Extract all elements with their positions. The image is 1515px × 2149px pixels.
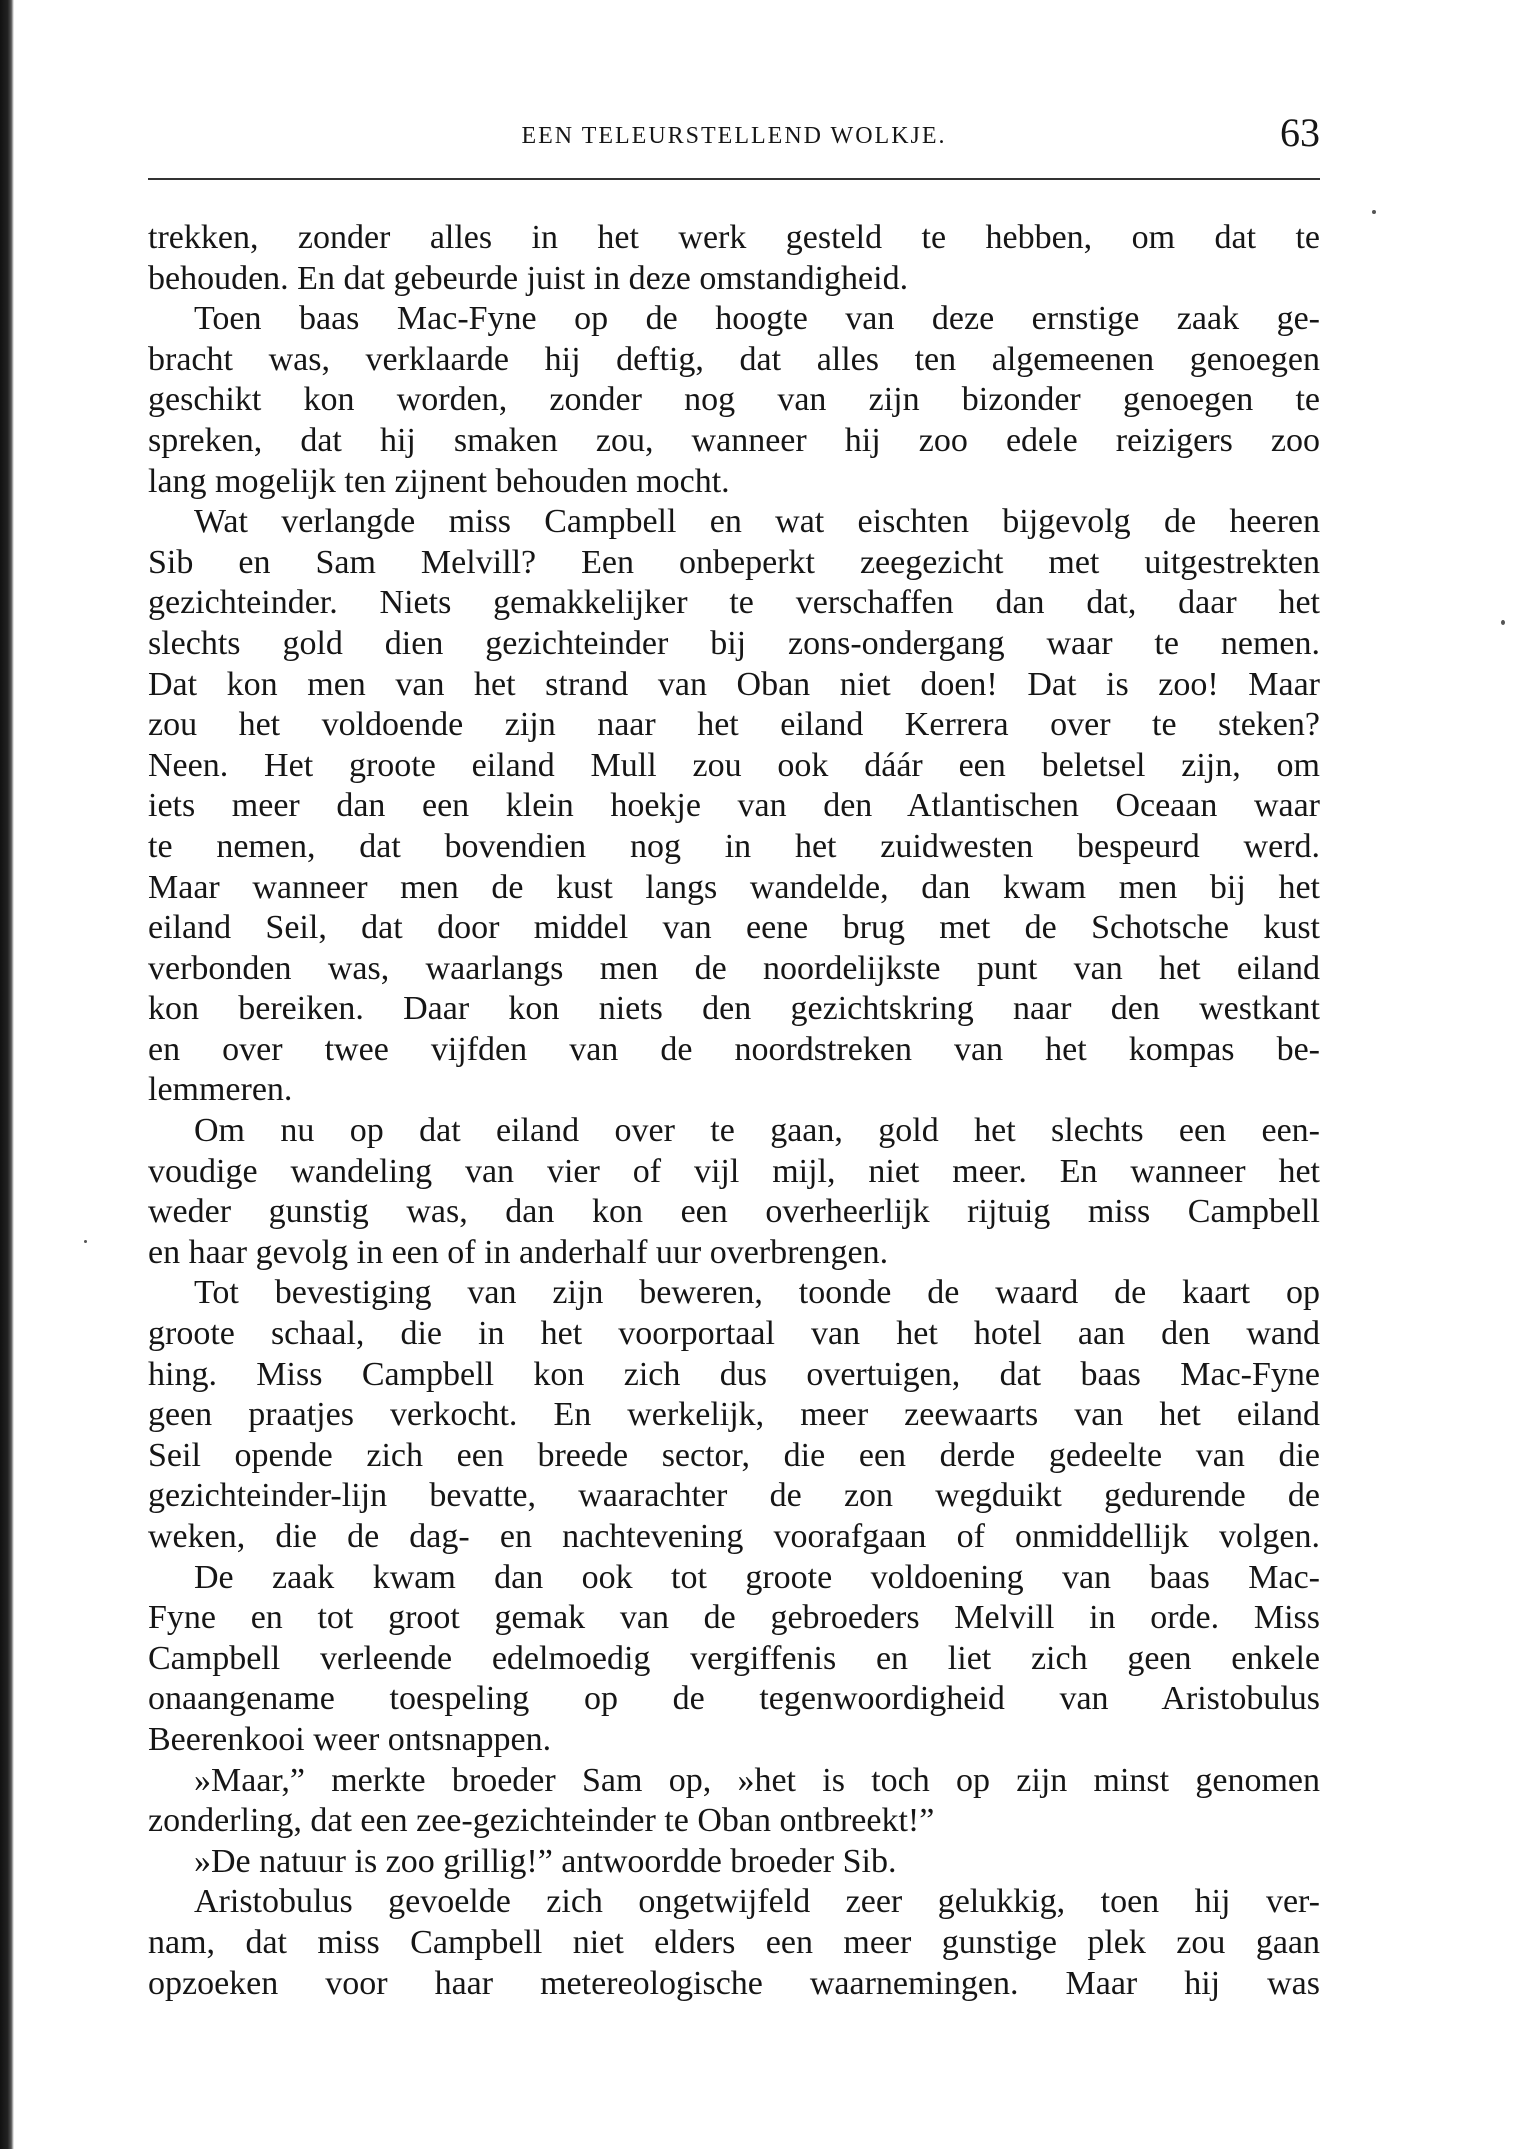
text-line: gezichteinder. Niets gemakkelijker te verschaffen dan dat, daar het	[148, 584, 1320, 622]
text-line: lang mogelijk ten zijnent behouden mocht.	[148, 462, 730, 500]
text-line: geen praatjes verkocht. En werkelijk, meer zeewaarts van het eiland	[148, 1396, 1320, 1434]
text-line: Neen. Het groote eiland Mull zou ook dáár een beletsel zijn, om	[148, 746, 1320, 784]
paper-speck	[1372, 210, 1376, 214]
text-line: behouden. En dat gebeurde juist in deze omstandigheid.	[148, 259, 909, 297]
text-line: Sib en Sam Melvill? Een onbeperkt zeegezicht met uitgestrekten	[148, 543, 1320, 581]
text-line: trekken, zonder alles in het werk gesteld te hebben, om dat te	[148, 219, 1320, 256]
text-line: Wat verlangde miss Campbell en wat eischten bijgevolg de heeren	[194, 503, 1320, 541]
text-line: slechts gold dien gezichteinder bij zons-ondergang waar te nemen.	[148, 624, 1320, 662]
body-text	[148, 218, 1320, 2004]
text-line: Maar wanneer men de kust langs wandelde, dan kwam men bij het	[148, 868, 1320, 906]
text-line: en over twee vijfden van de noordstreken van het kompas be-	[148, 1030, 1320, 1068]
text-line: hing. Miss Campbell kon zich dus overtuigen, dat baas Mac-Fyne	[148, 1355, 1320, 1393]
text-line: opzoeken voor haar metereologische waarnemingen. Maar hij was	[148, 1964, 1320, 2002]
text-line: gezichteinder-lijn bevatte, waarachter de zon wegduikt gedurende de	[148, 1477, 1320, 1515]
text-line: en haar gevolg in een of in anderhalf uur overbrengen.	[148, 1233, 889, 1271]
text-line: Dat kon men van het strand van Oban niet doen! Dat is zoo! Maar	[148, 665, 1320, 703]
paper-speck	[1501, 620, 1505, 625]
text-line: Beerenkooi weer ontsnappen.	[148, 1720, 552, 1758]
text-line: Fyne en tot groot gemak van de gebroeders Melvill in orde. Miss	[148, 1599, 1320, 1637]
text-line: Seil opende zich een breede sector, die een derde gedeelte van die	[148, 1436, 1320, 1474]
text-line: groote schaal, die in het voorportaal van het hotel aan den wand	[148, 1315, 1320, 1353]
text-line: weder gunstig was, dan kon een overheerlijk rijtuig miss Campbell	[148, 1193, 1320, 1231]
text-line: De zaak kwam dan ook tot groote voldoening van baas Mac-	[194, 1558, 1320, 1596]
header-rule	[148, 178, 1320, 180]
text-line: spreken, dat hij smaken zou, wanneer hij zoo edele reizigers zoo	[148, 421, 1320, 459]
text-line: iets meer dan een klein hoekje van den Atlantischen Oceaan waar	[148, 787, 1320, 825]
page-number: 63	[1280, 110, 1320, 155]
text-line: zou het voldoende zijn naar het eiland Kerrera over te steken?	[148, 706, 1320, 744]
text-line: onaangename toespeling op de tegenwoordigheid van Aristobulus	[148, 1680, 1320, 1718]
text-line: verbonden was, waarlangs men de noordelijkste punt van het eiland	[148, 949, 1320, 987]
text-line: Tot bevestiging van zijn beweren, toonde de waard de kaart op	[194, 1274, 1320, 1312]
text-line: eiland Seil, dat door middel van eene brug met de Schotsche kust	[148, 909, 1320, 947]
text-line: »Maar,” merkte broeder Sam op, »het is toch op zijn minst genomen	[194, 1761, 1320, 1799]
text-line: zonderling, dat een zee-gezichteinder te Oban ontbreekt!”	[148, 1802, 935, 1840]
text-line: bracht was, verklaarde hij deftig, dat alles ten algemeenen genoegen	[148, 340, 1320, 378]
text-line: geschikt kon worden, zonder nog van zijn bizonder genoegen te	[148, 381, 1320, 419]
text-line: voudige wandeling van vier of vijl mijl, niet meer. En wanneer het	[148, 1152, 1320, 1190]
text-line: nam, dat miss Campbell niet elders een meer gunstige plek zou gaan	[148, 1923, 1320, 1961]
paper-speck	[84, 1240, 87, 1243]
running-head	[148, 110, 1320, 165]
running-title: EEN TELEURSTELLEND WOLKJE.	[521, 123, 947, 149]
text-line: lemmeren.	[148, 1071, 293, 1109]
text-line: Toen baas Mac-Fyne op de hoogte van deze ernstige zaak ge-	[194, 300, 1320, 338]
text-line: Aristobulus gevoelde zich ongetwijfeld zeer gelukkig, toen hij ver-	[194, 1883, 1320, 1921]
book-binding-edge	[0, 0, 14, 2149]
text-line: Om nu op dat eiland over te gaan, gold het slechts een een-	[194, 1112, 1320, 1150]
text-line: kon bereiken. Daar kon niets den gezichtskring naar den westkant	[148, 990, 1320, 1028]
text-line: te nemen, dat bovendien nog in het zuidwesten bespeurd werd.	[148, 827, 1320, 865]
text-line: Campbell verleende edelmoedig vergiffenis en liet zich geen enkele	[148, 1639, 1320, 1677]
text-line: »De natuur is zoo grillig!” antwoordde broeder Sib.	[194, 1842, 897, 1880]
text-line: weken, die de dag- en nachtevening voorafgaan of onmiddellijk volgen.	[148, 1518, 1320, 1555]
